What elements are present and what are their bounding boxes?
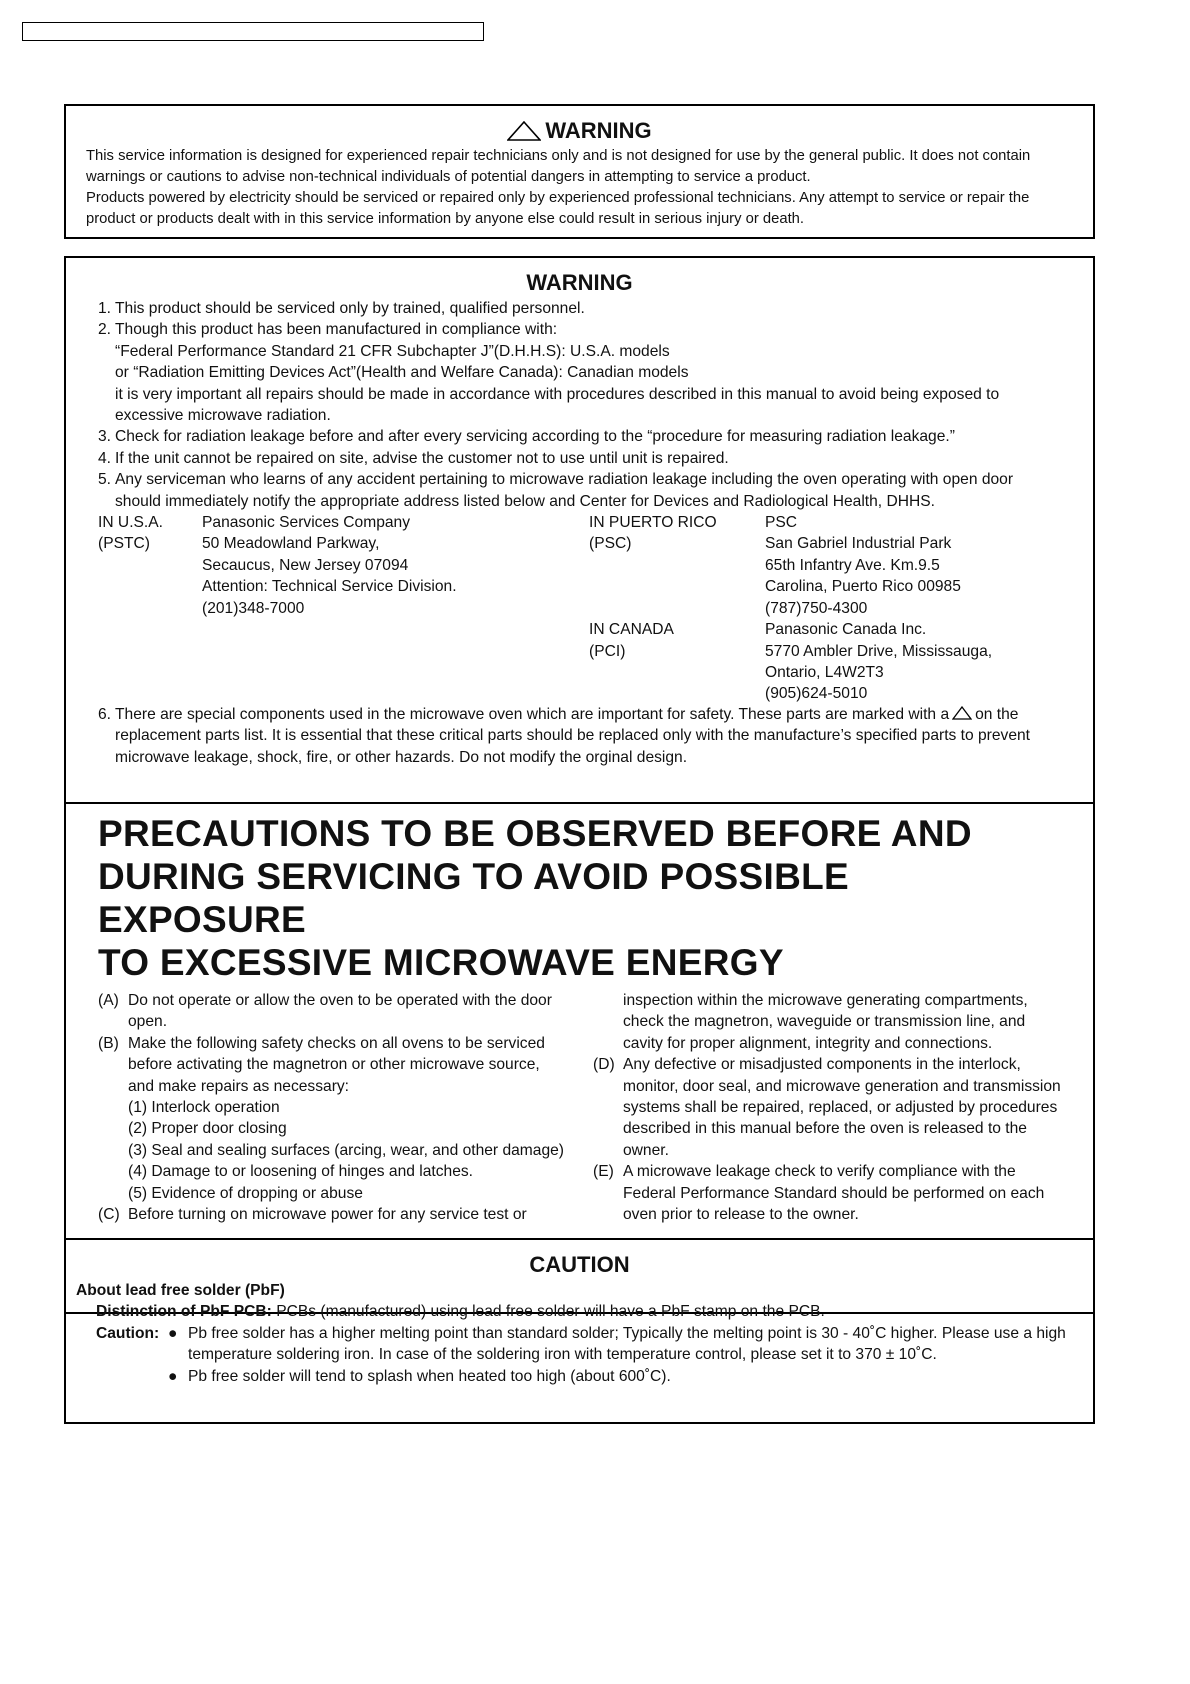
service-address-table xyxy=(98,512,1061,704)
usa-label-col: IN U.S.A. (PSTC) xyxy=(98,514,163,553)
precaution-a: (A) Do not operate or allow the oven to be operated with the door open. xyxy=(98,992,552,1031)
warning-item-6: 6. There are special components used in the microwave oven which are important for safety. These parts are marked with a on the replacement parts list. It is essential that these critical parts should be replaced only with the manufacture’s specified parts to prevent microwave leakage, shock, fire, or other hazards. Do not modify the orginal design. xyxy=(98,706,1031,766)
precautions-title: PRECAUTIONS TO BE OBSERVED BEFORE AND DURING SERVICING TO AVOID POSSIBLE EXPOSURE TO EXCESSIVE MICROWAVE ENERGY xyxy=(98,813,972,983)
warning-item-5: 5. Any serviceman who learns of any accident pertaining to microwave radiation leakage including the oven operating with open door should immediately notify the appropriate address listed below and Center for Devices and Radiological Health, DHHS. xyxy=(98,471,1014,510)
precaution-b-items: (1) Interlock operation (2) Proper door closing (3) Seal and sealing surfaces (arcing, wear, and other damage) (4) Damage to or loosening of hinges and latches. (5) Evidence of dropping or abuse xyxy=(128,1099,565,1202)
precaution-e: (E) A microwave leakage check to verify compliance with the Federal Performance Standard should be performed on each oven prior to release to the owner. xyxy=(593,1163,1045,1224)
warning-list-title: WARNING xyxy=(526,270,633,295)
warning-list-section xyxy=(66,258,1093,804)
usa-address: Panasonic Services Company 50 Meadowland Parkway, Secaucus, New Jersey 07094 Attention: Technical Service Division. (201)348-7000 xyxy=(202,514,457,617)
warning-item-3: 3. Check for radiation leakage before and after every servicing according to the “procedure for measuring radiation leakage.” xyxy=(98,428,955,446)
precaution-c-continued: inspection within the microwave generating compartments, check the magnetron, waveguide or transmission line, and cavity for proper alignment, integrity and connections. xyxy=(623,992,1028,1052)
caution-bullet-2: ● Pb free solder will tend to splash when heated too high (about 600˚C). xyxy=(168,1367,671,1385)
warning-item-4: 4. If the unit cannot be repaired on site, advise the customer not to use until unit is repaired. xyxy=(98,449,729,467)
general-warning-title-text: WARNING xyxy=(545,118,652,143)
general-warning-box xyxy=(64,104,1095,239)
header-box xyxy=(22,22,484,41)
precautions-left-column xyxy=(98,990,568,1225)
precautions-right-column xyxy=(593,990,1063,1225)
warning-triangle-icon xyxy=(507,121,541,141)
general-warning-para-2: Products powered by electricity should be serviced or repaired only by experienced professional technicians. Any attempt to service or repair the product or products dealt with in this service information by anyone else could result in serious injury or death. xyxy=(86,190,1030,227)
precautions-section xyxy=(66,804,1093,1224)
safety-triangle-icon xyxy=(952,706,972,720)
caution-notes: Caution: ● Pb free solder has a higher melting point than standard solder; Typically the melting point is 30 - 40˚C higher. Please use a high temperature soldering iron. In case of the soldering iron with temperature control, please set it to 370 ± 10˚C. ● Pb free solder will tend to splash when heated too high (about 600˚C). xyxy=(76,1323,1083,1387)
pbf-distinction: Distinction of PbF PCB: PCBs (manufactured) using lead free solder will have a PbF stamp on the PCB. xyxy=(96,1303,825,1321)
precaution-b: (B) Make the following safety checks on all ovens to be serviced before activating the magnetron or other microwave source, and make repairs as necessary: xyxy=(98,1034,545,1095)
precaution-c-start: (C) Before turning on microwave power for any service test or xyxy=(98,1206,527,1224)
pr-ca-label-col: IN PUERTO RICO (PSC) IN CANADA (PCI) xyxy=(589,514,717,660)
caution-subtitle: About lead free solder (PbF) xyxy=(76,1282,285,1299)
precaution-d: (D) Any defective or misadjusted components in the interlock, monitor, door seal, and microwave generation and transmission systems shall be repaired, replaced, or adjusted by procedures described in this manual before the oven is released to the owner. xyxy=(593,1056,1061,1159)
general-warning-para-1: This service information is designed for experienced repair technicians only and is not designed for use by the general public. It does not contain warnings or cautions to advise non-technical individuals of potential dangers in attempting to service a product. xyxy=(86,148,1031,185)
caution-box xyxy=(64,1238,1095,1424)
warning-item-1: 1. This product should be serviced only by trained, qualified personnel. xyxy=(98,300,585,317)
microwave-warning-box xyxy=(64,256,1095,1314)
caution-title: CAUTION xyxy=(529,1252,630,1277)
pr-ca-address: PSC San Gabriel Industrial Park 65th Infantry Ave. Km.9.5 Carolina, Puerto Rico 00985 (787)750-4300 Panasonic Canada Inc. 5770 Ambler Drive, Mississauga, Ontario, L4W2T3 (905)624-5010 xyxy=(765,514,993,703)
caution-bullet-1: ● Pb free solder has a higher melting point than standard solder; Typically the melting point is 30 - 40˚C higher. Please use a high temperature soldering iron. In case of the soldering iron with temperature control, please set it to 370 ± 10˚C. xyxy=(168,1324,1066,1364)
general-warning-title xyxy=(86,118,1073,144)
warning-item-2: 2. Though this product has been manufactured in compliance with: “Federal Performance Standard 21 CFR Subchapter J”(D.H.H.S): U.S.A. models or “Radiation Emitting Devices Act”(Health and Welfare Canada): Canadian models it is very important all repairs should be made in accordance with procedures described in this manual to avoid being exposed to excessive microwave radiation. xyxy=(98,321,1000,425)
